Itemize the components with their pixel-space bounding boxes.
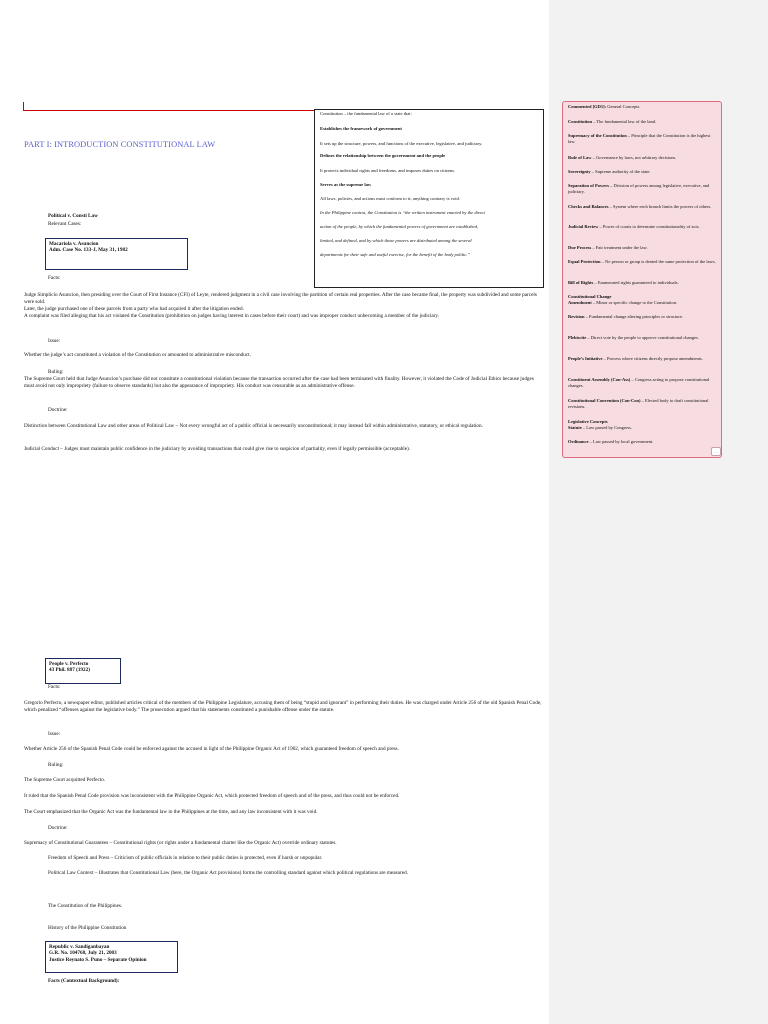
case-citation: Adm. Case No. 133-J, May 31, 1982 [49,247,128,254]
section-heading: Political v. Consti Law [48,213,98,219]
textbox-quote-line: action of the people, by which the fundamental powers of government are established, [320,224,479,229]
label-facts: Facts: [48,275,61,281]
paragraph: Supremacy of Constitutional Guarantees – Constitutional rights (or rights under a fundamental charter like the Organic Act) override ordinary statutes. [24,840,337,846]
paragraph: Judge Simplicio Asuncion, then presiding over the Court of First Instance (CFI) of Leyte, rendered judgment in a civil case involving the partition of certain real properties. After the case became final, the property was subdivided and some parcels were sold. [24,292,537,305]
comment-item: Checks and Balances – System where each branch limits the powers of others. [568,204,712,209]
textbox-line: Constitution – the fundamental law of a state that: [320,111,412,116]
paragraph: The Court emphasized that the Organic Act was the fundamental law in the Philippines at the time, and any law inconsistent with it was void. [24,809,318,815]
paragraph: Whether the judge’s act constituted a violation of the Constitution or amounted to administrative misconduct. [24,352,251,358]
textbox-quote-line: In the Philippine context, the Constitution is “the written instrument enacted by the direct [320,210,485,215]
comment-item: Judicial Review – Power of courts to determine constitutionality of acts. [568,224,700,229]
comment-item: Ordinance – Law passed by local government. [568,439,654,444]
case-title: Macariola v. Asuncion [49,241,99,247]
comment-item: Due Process – Fair treatment under the law. [568,245,648,250]
comment-item: Legislative Concepts [568,419,608,424]
label-ruling: Ruling: [48,369,64,375]
textbox-heading: Establishes the framework of government [320,126,402,131]
comment-item: Sovereignty – Supreme authority of the state. [568,169,651,174]
comment-item: People’s Initiative – Process where citizens directly propose amendments. [568,356,703,361]
comment-item: Plebiscite – Direct vote by the people to approve constitutional changes. [568,335,699,340]
section-subheading: Relevant Cases: [48,221,82,227]
case-title: Republic v. Sandiganbayan [49,944,110,950]
comment-note: General Concepts [606,104,640,109]
paragraph: Distinction between Constitutional Law and other areas of Political Law – Not every wrongful act of a public official is necessarily unconstitutional; it may instead fall within administrative, statutory, or ethical regulation. [24,423,483,429]
label-doctrine: Doctrine: [48,407,68,413]
paragraph: A complaint was filed alleging that his act violated the Constitution (prohibition on judges having interest in cases before their court) and was improper conduct unbecoming a member of the judiciary. [24,313,439,319]
textbox-line: It protects individual rights and freedoms, and imposes duties on citizens. [320,168,456,173]
comment-item: Rule of Law – Governance by laws, not arbitrary decisions. [568,155,677,160]
textbox-quote-line: limited, and defined, and by which those powers are distributed among the several [320,238,472,243]
comment-item: Constituent Assembly (Con-Ass) – Congress acting to propose constitutional changes. [568,377,710,388]
comment-author: Commented [GD1]: [568,104,607,109]
comment-item: Constitutional Convention (Con-Con) – Elected body to draft constitutional revisions. [568,398,709,409]
comment-item: Constitutional Change [568,294,612,299]
paragraph: Gregorio Perfecto, a newspaper editor, published articles critical of the members of the Philippine Legislature, accusing them of being “stupid and ignorant” in performing their duties. He was charged under Article 256 of the old Spanish Penal Code, which penalized “offenses against the legislative body.” The prosecution argued that his statements constituted a punishable offense under the statute. [24,700,542,713]
definition-textbox[interactable] [314,109,544,288]
comment-item: Equal Protection – No person or group is denied the same protection of the laws. [568,259,716,264]
paragraph: Political Law Context – Illustrates that Constitutional Law (here, the Organic Act provisions) forms the controlling standard against which political regulations are measured. [48,870,409,876]
label-issue: Issue: [48,731,61,737]
case-box-sandiganbayan [45,941,178,973]
textbox-line: All laws, policies, and actions must conform to it; anything contrary is void. [320,196,460,201]
case-box-perfecto [45,658,121,684]
paragraph: Whether Article 256 of the Spanish Penal Code could be enforced against the accused in light of the Philippine Organic Act of 1902, which guaranteed freedom of speech and press. [24,746,399,752]
case-citation: 43 Phil. 887 (1922) [49,667,90,674]
comment-item: Constitution – The fundamental law of the land. [568,119,657,124]
section-heading: The Constitution of the Philippines. [48,903,123,909]
textbox-line: It sets up the structure, powers, and functions of the executive, legislative, and judiciary. [320,141,483,146]
case-title: People v. Perfecto [49,661,89,667]
textbox-heading: Serves as the supreme law [320,182,372,187]
textbox-quote-line: departments for their safe and useful exercise, for the benefit of the body politic.” [320,252,470,257]
comment-item: Bill of Rights – Enumerated rights guaranteed to individuals. [568,280,679,285]
case-box-macariola [45,238,188,270]
revision-mark-horizontal [23,110,314,111]
paragraph: Freedom of Speech and Press – Criticism of public officials in relation to their public duties is protected, even if harsh or unpopular. [48,855,323,861]
case-citation: G.R. No. 104768, July 21, 2003 [49,950,117,957]
comment-item: Supremacy of the Constitution – Principle that the Constitution is the highest law. [568,133,711,144]
textbox-heading: Defines the relationship between the government and the people [320,153,446,158]
paragraph: The Supreme Court held that Judge Asuncion’s purchase did not constitute a constitutional violation because the transaction occurred after the case had been terminated with finality. However, it violated the Code of Judicial Ethics because judges must avoid not only impropriety (failure to observe standards) but also the appearance of impropriety. His conduct was censurable as an administrative offense. [24,376,534,389]
section-heading: History of the Philippine Constitution [48,925,127,931]
paragraph: Later, the judge purchased one of these parcels from a party who had acquired it after the litigation ended. [24,306,244,312]
page-title: PART I: INTRODUCTION CONSTITUTIONAL LAW [24,140,216,149]
comment-more-icon[interactable]: … [711,447,721,456]
label-facts: Facts: [48,684,61,690]
comment-item: Amendment – Minor or specific change to the Constitution. [568,300,678,305]
paragraph: It ruled that the Spanish Penal Code provision was inconsistent with the Philippine Organic Act, which protected freedom of speech and of the press, and thus could not be enforced. [24,793,400,799]
comment-header [568,104,716,110]
label-issue: Issue: [48,338,61,344]
comment-balloon[interactable] [562,101,722,458]
comment-item: Revision – Fundamental change altering principles or structure. [568,314,683,319]
label-ruling: Ruling: [48,762,64,768]
case-opinion: Justice Reynato S. Puno – Separate Opinion [49,956,147,963]
label-doctrine: Doctrine: [48,825,68,831]
comment-item: Statute – Law passed by Congress. [568,425,632,430]
comment-item: Separation of Powers – Division of powers among legislative, executive, and judiciary. [568,183,710,194]
section-heading: Facts (Contextual Background): [48,978,120,984]
paragraph: The Supreme Court acquitted Perfecto. [24,777,106,783]
paragraph: Judicial Conduct – Judges must maintain public confidence in the judiciary by avoiding transactions that could give rise to suspicion of partiality, even if legally permissible (acceptable). [24,446,411,452]
